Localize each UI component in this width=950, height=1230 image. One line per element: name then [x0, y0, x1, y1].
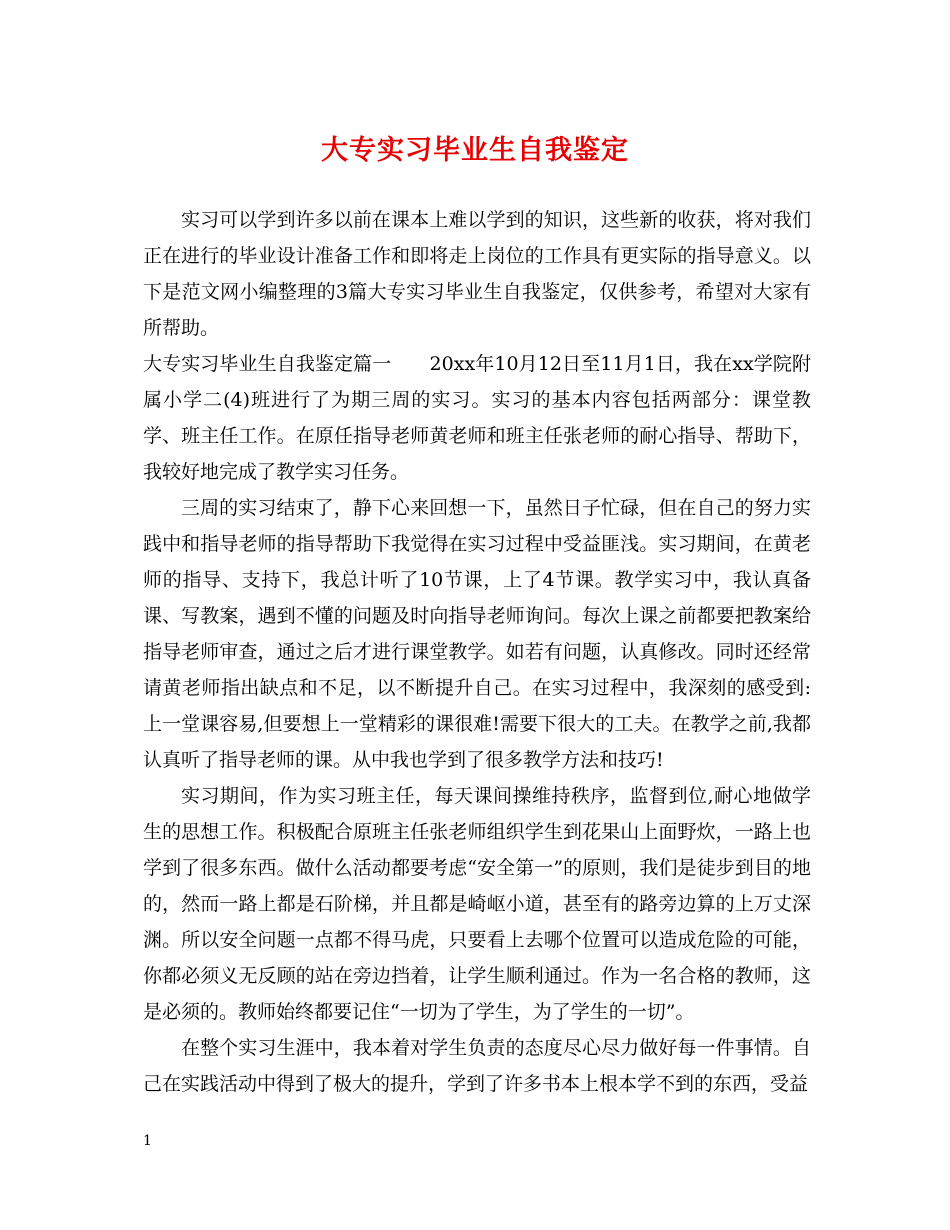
- document-body: [143, 202, 811, 1102]
- paragraph-reflection: 三周的实习结束了，静下心来回想一下，虽然日子忙碌，但在自己的努力实践中和指导老师的指导帮助下我觉得在实习过程中受益匪浅。实习期间，在黄老师的指导、支持下，我总计听了10节课，上了4节课。教学实习中，我认真备课、写教案，遇到不懂的问题及时向指导老师询问。每次上课之前都要把教案给指导老师审查，通过之后才进行课堂教学。如若有问题，认真修改。同时还经常请黄老师指出缺点和不足，以不断提升自己。在实习过程中，我深刻的感受到:上一堂课容易,但要想上一堂精彩的课很难!需要下很大的工夫。在教学之前,我都认真听了指导老师的课。从中我也学到了很多教学方法和技巧!: [143, 497, 811, 771]
- paragraph-class-teacher: 实习期间，作为实习班主任，每天课间操维持秩序，监督到位,耐心地做学生的思想工作。积极配合原班主任张老师组织学生到花果山上面野炊，一路上也学到了很多东西。做什么活动都要考虑“安全第一”的原则，我们是徒步到目的地的，然而一路上都是石阶梯，并且都是崎岖小道，甚至有的路旁边算的上万丈深渊。所以安全问题一点都不得马虎，只要看上去哪个位置可以造成危险的可能，你都必须义无反顾的站在旁边挡着，让学生顺利通过。作为一名合格的教师，这是必须的。教师始终都要记住“一切为了学生，为了学生的一切”。: [143, 785, 811, 1023]
- paragraph-intro: 实习可以学到许多以前在课本上难以学到的知识，这些新的收获，将对我们正在进行的毕业设计准备工作和即将走上岗位的工作具有更实际的指导意义。以下是范文网小编整理的3篇大专实习毕业生自我鉴定，仅供参考，希望对大家有所帮助。: [143, 209, 811, 339]
- paragraph-section-one: 大专实习毕业生自我鉴定篇一 20xx年10月12日至11月1日，我在xx学院附属小学二(4)班进行了为期三周的实习。实习的基本内容包括两部分：课堂教学、班主任工作。在原任指导老师黄老师和班主任张老师的耐心指导、帮助下，我较好地完成了教学实习任务。: [143, 353, 811, 483]
- paragraph-summary: 在整个实习生涯中，我本着对学生负责的态度尽心尽力做好每一件事情。自己在实践活动中得到了极大的提升，学到了许多书本上根本学不到的东西，受益: [143, 1037, 811, 1095]
- document-title: 大专实习毕业生自我鉴定: [321, 135, 629, 166]
- page-number: 1: [143, 1133, 152, 1149]
